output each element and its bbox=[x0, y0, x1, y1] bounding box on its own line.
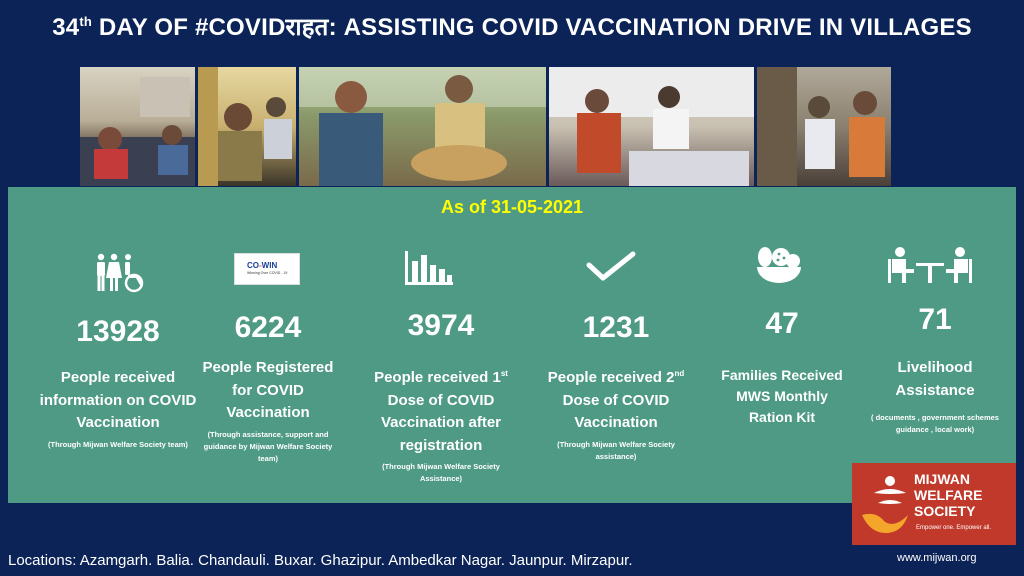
locations-footer: Locations: Azamgarh. Balia. Chandauli. Buxar. Ghazipur. Ambedkar Nagar. Jaunpur. Mirzapur. bbox=[8, 552, 633, 569]
stat-livelihood bbox=[870, 303, 1000, 436]
stat-registered bbox=[188, 311, 348, 465]
photo-office-registration bbox=[80, 67, 195, 186]
stat-label: People received 1st Dose of COVID Vaccination after registration bbox=[374, 369, 508, 454]
stat-ration-kit bbox=[708, 307, 856, 428]
photo-village-doorway bbox=[757, 67, 891, 186]
mijwan-emblem-icon bbox=[860, 473, 910, 535]
stat-value: 71 bbox=[918, 303, 952, 336]
page-title: 34th DAY OF #COVIDराहत: ASSISTING COVID VACCINATION DRIVE IN VILLAGES bbox=[52, 14, 972, 41]
stat-value: 13928 bbox=[76, 315, 160, 348]
stat-first-dose bbox=[356, 309, 526, 485]
photo-strip bbox=[80, 67, 895, 186]
photo-outdoor-vaccination bbox=[299, 67, 546, 186]
photo-woman-vaccination bbox=[549, 67, 754, 186]
stat-second-dose bbox=[536, 311, 696, 463]
bar-chart-icon bbox=[405, 251, 453, 285]
stat-label: People Registered for COVID Vaccination bbox=[202, 359, 334, 421]
stat-note: (Through Mijwan Welfare Society assistance) bbox=[557, 439, 675, 461]
stat-note: (Through Mijwan Welfare Society team) bbox=[48, 439, 188, 449]
photo-man-mask bbox=[198, 67, 296, 186]
checkmark-icon bbox=[586, 251, 636, 281]
stat-note: ( documents , government schemes guidance , local work) bbox=[871, 413, 999, 434]
stat-label: People received 2nd Dose of COVID Vaccination bbox=[547, 369, 685, 431]
as-of-date: As of 31-05-2021 bbox=[440, 197, 584, 217]
stat-note: (Through assistance, support and guidance by Mijwan Welfare Society team) bbox=[203, 429, 333, 463]
mijwan-logo: MIJWAN WELFARE SOCIETY Empower one. Empower all. bbox=[852, 463, 1016, 545]
cowin-logo: CO-WIN Winning Over COVID - 19 bbox=[234, 253, 300, 285]
stat-note: (Through Mijwan Welfare Society Assistance) bbox=[382, 462, 500, 483]
stat-label: People received information on COVID Vaccination bbox=[39, 369, 197, 431]
stat-value: 1231 bbox=[582, 311, 650, 344]
meeting-table-icon bbox=[888, 247, 972, 283]
fruit-bowl-icon bbox=[753, 243, 805, 285]
website-link[interactable]: www.mijwan.org bbox=[897, 552, 977, 564]
stat-label: Families Received MWS Monthly Ration Kit bbox=[721, 367, 843, 425]
people-wheelchair-icon bbox=[94, 253, 146, 293]
stat-value: 3974 bbox=[407, 309, 475, 342]
stat-value: 47 bbox=[765, 307, 799, 340]
stats-panel bbox=[8, 187, 1016, 503]
stat-label: Livelihood Assistance bbox=[895, 359, 975, 399]
stat-value: 6224 bbox=[234, 311, 302, 344]
